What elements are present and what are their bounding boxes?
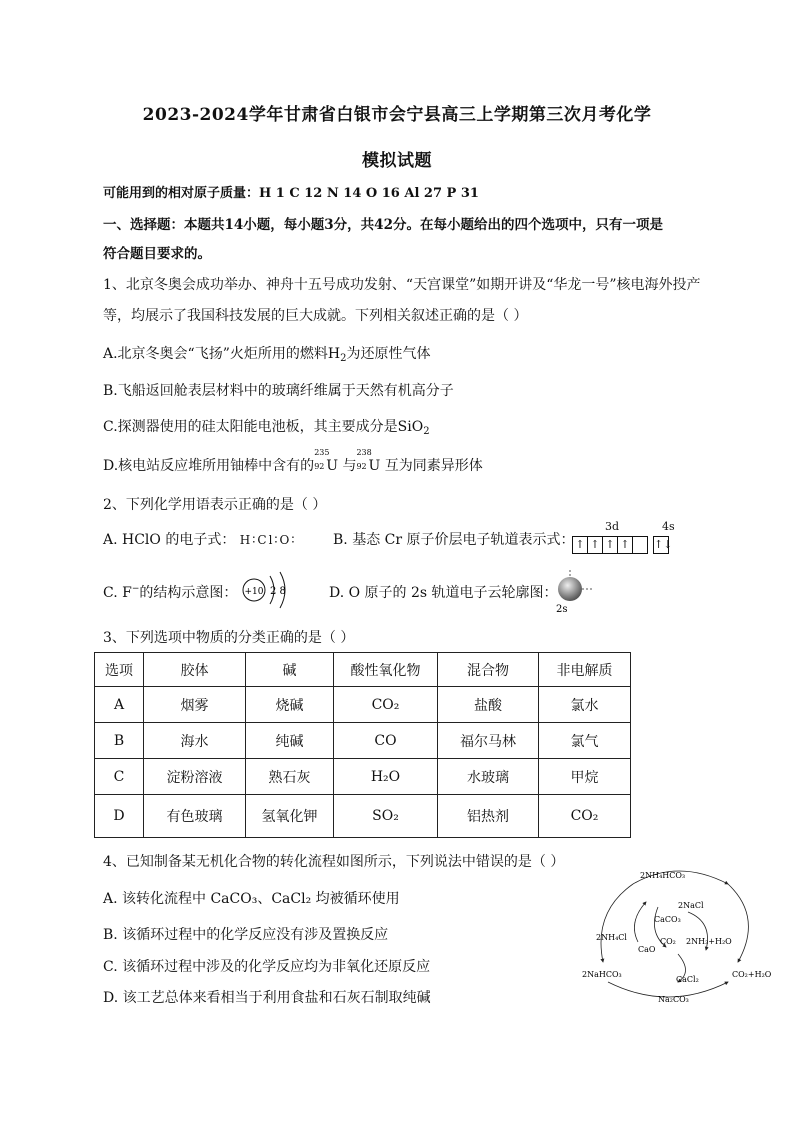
q1-d-iso2-symbol: U <box>368 458 381 474</box>
label-cao: CaO <box>638 945 656 954</box>
q2-stem: 2、下列化学用语表示正确的是（ ） <box>103 497 327 513</box>
table-cell: 淀粉溶液 <box>144 759 246 795</box>
q1-stem-line2: 等，均展示了我国科技发展的巨大成就。下列相关叙述正确的是（ ） <box>103 308 528 324</box>
q1-a-formula: H <box>327 346 341 362</box>
q2-c-sup: − <box>131 584 140 594</box>
label-2nacl: 2NaCl <box>678 901 704 910</box>
table-cell: A <box>95 687 144 723</box>
table-row <box>95 723 631 759</box>
header-cell: 非电解质 <box>539 653 631 687</box>
label-2nh4hco3: 2NH₄HCO₃ <box>640 871 686 880</box>
table-header-row <box>95 653 631 687</box>
header-cell: 胶体 <box>144 653 246 687</box>
table-cell: H₂O <box>334 759 438 795</box>
q1-d-iso1-mass: 235 <box>314 448 330 457</box>
table-row <box>95 795 631 838</box>
table-cell: 熟石灰 <box>246 759 334 795</box>
q4-option-c: C. 该循环过程中涉及的化学反应均为非氧化还原反应 <box>103 959 431 975</box>
q2-option-d: D. O 原子的 2s 轨道电子云轮廓图： <box>329 585 558 601</box>
header-cell: 混合物 <box>438 653 539 687</box>
table-cell: 氯气 <box>539 723 631 759</box>
table-cell: 水玻璃 <box>438 759 539 795</box>
table-cell: 有色玻璃 <box>144 795 246 838</box>
label-2nh4cl: 2NH₄Cl <box>596 933 627 942</box>
q1-d-iso2-mass: 238 <box>356 448 372 457</box>
q1-d-text: D.核电站反应堆所用铀棒中含有的 <box>103 458 315 474</box>
2s-orbital-sphere <box>548 570 594 616</box>
fluoride-structure-diagram <box>240 570 300 610</box>
q1-d-iso1 <box>314 448 330 471</box>
page-title-line1: 2023-2024学年甘肃省白银市会宁县高三上学期第三次月考化学 <box>142 105 652 125</box>
cycle-flow-diagram <box>578 862 778 1012</box>
outer-arc-right <box>728 884 748 962</box>
orbital-4s: ↑↓ <box>653 536 669 554</box>
table-cell: 铝热剂 <box>438 795 539 838</box>
shell-electrons: 2 8 <box>270 586 286 597</box>
q1-option-d <box>103 448 483 475</box>
q4-stem: 4、已知制备某无机化合物的转化流程如图所示，下列说法中错误的是（ ） <box>103 854 565 870</box>
inner-arc-3 <box>634 902 646 942</box>
q2-a-text: A. HClO 的电子式： <box>103 532 236 548</box>
q1-c-formula: SiO <box>397 419 424 435</box>
label-cacl2: CaCl₂ <box>676 975 699 984</box>
q2-b-3d-label: 3d <box>605 520 620 533</box>
page-title-line2: 模拟试题 <box>362 151 432 171</box>
q1-stem-line1: 1、北京冬奥会成功举办、神舟十五号成功发射、“天宫课堂”如期开讲及“华龙一号”核电海外投产 <box>103 277 701 293</box>
table-cell: D <box>95 795 144 838</box>
table-cell: 纯碱 <box>246 723 334 759</box>
q2-a-formula: H∶Cl∶O∶ <box>239 533 297 547</box>
sphere <box>558 577 582 601</box>
q1-d-iso1-symbol: U <box>326 458 338 474</box>
header-cell: 碱 <box>246 653 334 687</box>
q2-option-a <box>103 529 297 549</box>
orbital-3d-2: ↑ <box>587 536 603 554</box>
q1-d-iso2-number: 92 <box>356 462 367 471</box>
table-cell: 盐酸 <box>438 687 539 723</box>
table-cell: 甲烷 <box>539 759 631 795</box>
q3-stem: 3、下列选项中物质的分类正确的是（ ） <box>103 630 355 646</box>
table-cell: 烧碱 <box>246 687 334 723</box>
label-co2-h2o: CO₂+H₂O <box>732 970 772 979</box>
table-row <box>95 687 631 723</box>
orbital-3d-3: ↑ <box>602 536 618 554</box>
q1-d-iso2 <box>356 448 372 471</box>
q4-option-d: D. 该工艺总体来看相当于利用食盐和石灰石制取纯碱 <box>103 990 431 1006</box>
label-caco3: CaCO₃ <box>654 915 681 924</box>
table-cell: B <box>95 723 144 759</box>
q2-b-4s-label: 4s <box>662 520 675 533</box>
q1-option-c <box>103 416 430 437</box>
table-cell: 烟雾 <box>144 687 246 723</box>
section1-line2: 符合题目要求的。 <box>103 246 211 262</box>
q1-c-sub: 2 <box>423 426 430 437</box>
q1-option-b: B.飞船返回舱表层材料中的玻璃纤维属于天然有机高分子 <box>103 383 454 399</box>
q1-a-sub: 2 <box>340 353 347 364</box>
table-cell: SO₂ <box>334 795 438 838</box>
q1-a-text: A.北京冬奥会“飞扬”火炬所用的燃料 <box>103 346 328 362</box>
table-cell: CO₂ <box>539 795 631 838</box>
label-co2: CO₂ <box>660 937 676 946</box>
q1-d-mid: 与 <box>342 458 357 474</box>
q1-option-a <box>103 343 430 364</box>
q1-d-post: 互为同素异形体 <box>384 458 483 474</box>
q1-c-text: C.探测器使用的硅太阳能电池板，其主要成分是 <box>103 419 398 435</box>
outer-arc-left <box>601 884 633 962</box>
q2-option-c <box>103 582 237 602</box>
nucleus-label: +10 <box>244 587 264 597</box>
classification-table <box>94 652 631 838</box>
label-na2co3: Na₂CO₃ <box>658 995 689 1004</box>
orbital-3d-1: ↑ <box>572 536 588 554</box>
sphere-label: 2s <box>556 604 568 615</box>
q1-d-iso1-number: 92 <box>314 462 325 471</box>
table-cell: 福尔马林 <box>438 723 539 759</box>
q2-b-orbital-diagram <box>572 536 673 554</box>
table-cell: 海水 <box>144 723 246 759</box>
q2-option-b <box>333 529 575 549</box>
q4-option-a: A. 该转化流程中 CaCO₃、CaCl₂ 均被循环使用 <box>103 891 400 907</box>
q2-c-post: 的结构示意图： <box>139 585 238 601</box>
table-cell: CO <box>334 723 438 759</box>
q2-b-text: B. 基态 Cr 原子价层电子轨道表示式： <box>333 532 575 548</box>
label-2nahco3: 2NaHCO₃ <box>582 970 622 979</box>
q2-c-text: C. F <box>103 585 132 601</box>
atomic-masses: 可能用到的相对原子质量：H 1 C 12 N 14 O 16 Al 27 P 31 <box>103 186 479 201</box>
table-cell: C <box>95 759 144 795</box>
section1-line1: 一、选择题：本题共14小题，每小题3分，共42分。在每小题给出的四个选项中，只有一项是 <box>103 217 663 233</box>
orbital-3d-4: ↑ <box>617 536 633 554</box>
label-2nh3-h2o: 2NH₃+H₂O <box>686 937 732 946</box>
table-cell: CO₂ <box>334 687 438 723</box>
table-cell: 氢氧化钾 <box>246 795 334 838</box>
header-cell: 酸性氧化物 <box>334 653 438 687</box>
orbital-3d-5 <box>632 536 648 554</box>
q4-option-b: B. 该循环过程中的化学反应没有涉及置换反应 <box>103 927 389 943</box>
q1-a-post: 为还原性气体 <box>346 346 431 362</box>
header-cell: 选项 <box>95 653 144 687</box>
table-cell: 氯水 <box>539 687 631 723</box>
table-row <box>95 759 631 795</box>
